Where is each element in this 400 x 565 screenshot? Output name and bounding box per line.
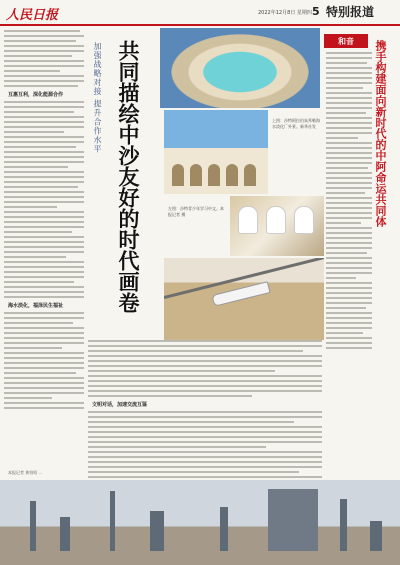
photo-desalination-aerial [160,28,320,108]
article-deck: 加强战略对接 提升合作水平 [93,42,102,154]
masthead [0,0,400,24]
photo-high-speed-train [164,258,324,340]
subhead-energy: 互惠互利，深化能源合作 [8,92,64,98]
article-title: 共同描绘中沙友好的时代画卷 [116,40,141,313]
left-text-column [4,30,84,468]
page-number: 5 [312,5,320,18]
byline: 本报记者 黄培昭 ... [8,470,43,475]
section-title: 特别报道 [326,5,375,19]
commentary-title: 携手构建面向新时代的中阿命运共同体 [374,40,387,227]
photo-caption-1: 上图：沙特阿拉伯朱拜勒海水淡化厂外景。新华社发 [272,118,320,129]
newspaper-logo: 人民日报 [6,8,59,23]
photo-students [230,196,324,256]
photo-industrial-plant [0,480,400,565]
commentary-text-column [326,52,372,476]
photo-courtyard-building [164,110,268,194]
commentary-tag: 和音 [324,34,368,48]
middle-text-column [88,340,322,478]
photo-caption-2: 左图：沙特青少年学习中文。本报记者 摄 [168,206,224,217]
issue-date: 2022年12月8日 星期四 [258,10,312,16]
subhead-desalination: 海水淡化，福泽民生福祉 [8,303,64,309]
subhead-culture: 文明对话，加速交流互鉴 [92,402,148,408]
masthead-rule [0,24,400,26]
